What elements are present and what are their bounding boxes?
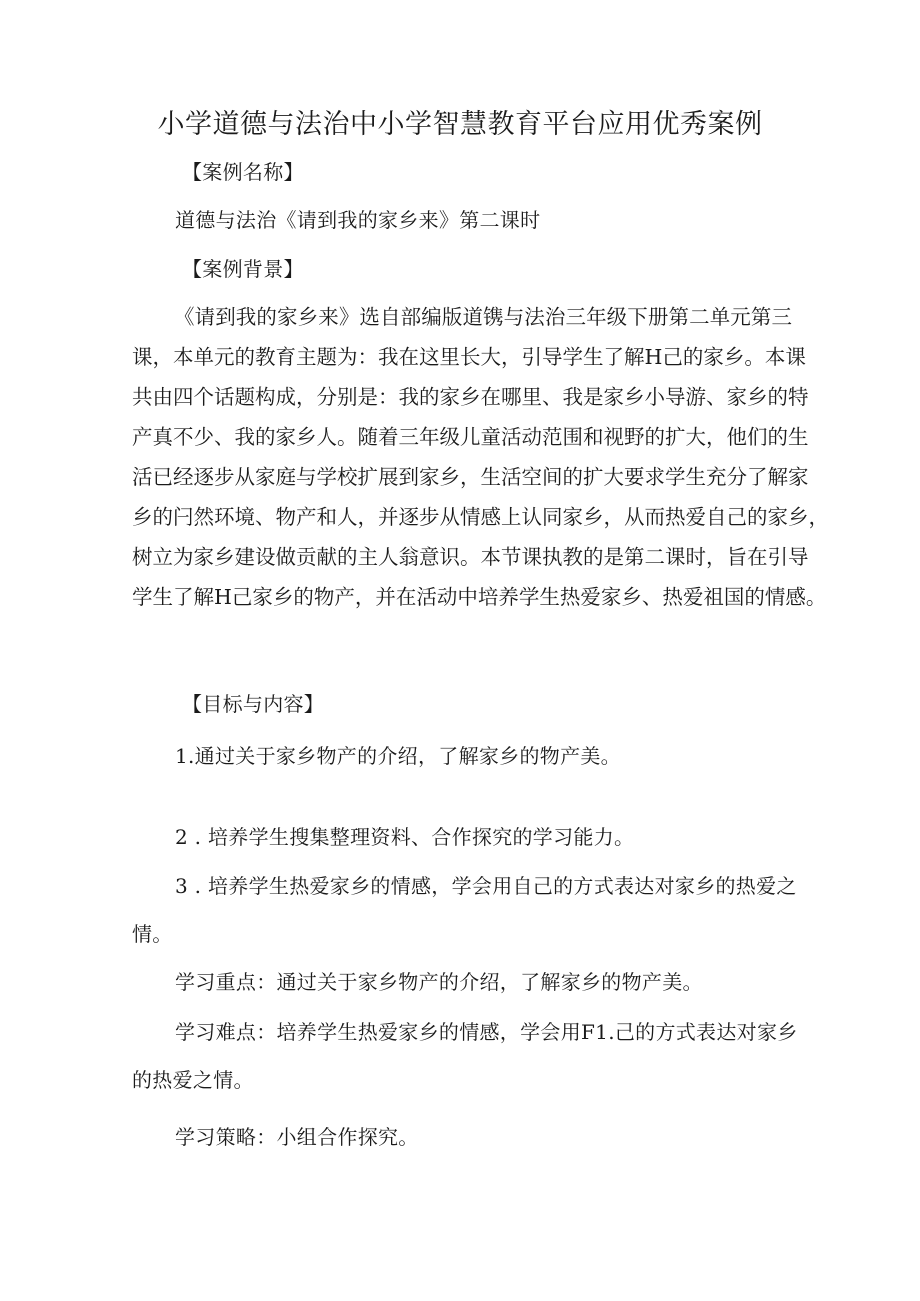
case-name-heading: 【案例名称】 <box>182 160 304 184</box>
background-line: 共由四个话题构成，分别是：我的家乡在哪里、我是家乡小导游、家乡的特 <box>132 385 809 409</box>
key-point: 学习重点：通过关于家乡物产的介绍，了解家乡的物产美。 <box>175 970 703 994</box>
background-line: 学生了解H己家乡的物产，并在活动中培养学生热爱家乡、热爱祖国的情感。 <box>132 585 827 609</box>
background-heading: 【案例背景】 <box>182 257 304 281</box>
background-line: 产真不少、我的家乡人。随着三年级儿童活动范围和视野的扩大，他们的生 <box>132 425 809 449</box>
background-line: 树立为家乡建设做贡献的主人翁意识。本节课执教的是第二课时，旨在引导 <box>132 545 809 569</box>
background-line: 活已经逐步从家庭与学校扩展到家乡，生活空间的扩大要求学生充分了解家 <box>132 465 809 489</box>
learning-strategy: 学习策略：小组合作探究。 <box>175 1125 419 1149</box>
goal-item-1: 1.通过关于家乡物产的介绍，了解家乡的物产美。 <box>175 744 621 768</box>
goal-item-3: 3 . 培养学生热爱家乡的情感，学会用自己的方式表达对家乡的热爱之 <box>175 874 797 898</box>
background-line: 课，本单元的教育主题为：我在这里长大，引导学生了解H己的家乡。本课 <box>132 345 806 369</box>
case-name-text: 道德与法治《请到我的家乡来》第二课时 <box>175 208 541 232</box>
difficulty-continued: 的热爱之情。 <box>132 1068 254 1092</box>
goals-heading: 【目标与内容】 <box>182 692 325 716</box>
background-paragraph <box>132 297 829 617</box>
background-line: 《请到我的家乡来》选自部编版道镌与法治三年级下册第二单元第三 <box>174 305 792 329</box>
document-title: 小学道德与法治中小学智慧教育平台应用优秀案例 <box>157 109 763 140</box>
goal-item-2: 2 . 培养学生搜集整理资料、合作探究的学习能力。 <box>175 825 635 849</box>
difficulty: 学习难点：培养学生热爱家乡的情感，学会用F1.己的方式表达对家乡 <box>175 1020 798 1044</box>
goal-item-3-continued: 情。 <box>132 922 173 946</box>
background-line: 乡的闩然环境、物产和人，并逐步从情感上认同家乡，从而热爱自己的家乡， <box>132 505 829 529</box>
